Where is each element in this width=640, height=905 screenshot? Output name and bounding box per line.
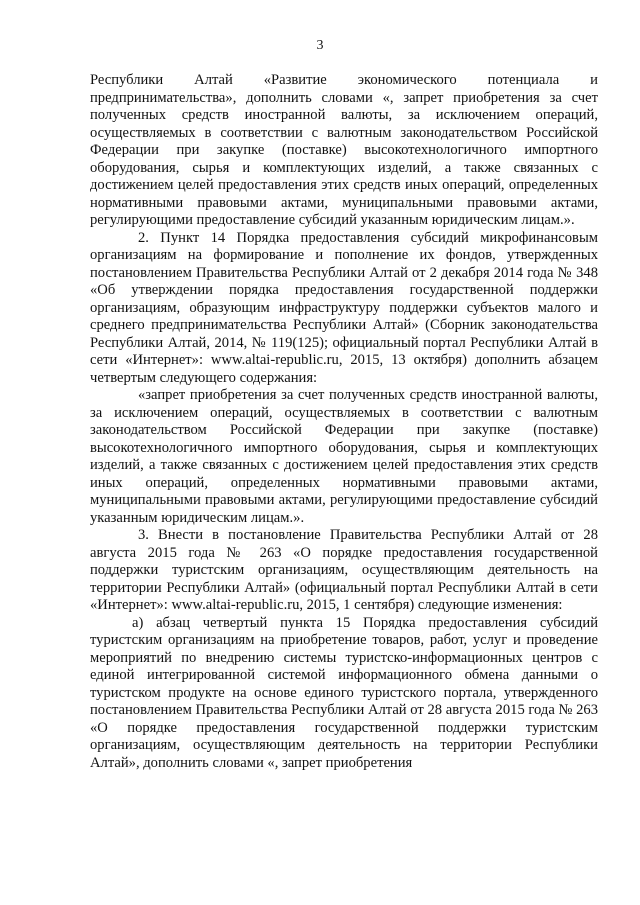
page-number: 3 (316, 38, 324, 53)
document-body (90, 72, 598, 772)
paragraph-item-3: 3. Внести в постановление Правительства Республики Алтай от 28 августа 2015 года № 263 «О порядке предоставления государственной поддержки туристским организациям, осуществляющим деятельность на территории Республики Алтай» (официальный портал Республики Алтай в сети «Интернет»: www.altai-republic.ru, 2015, 1 сентября) следующие изменения: (90, 527, 598, 613)
paragraph-quote: «запрет приобретения за счет полученных средств иностранной валюты, за исключением операций, осуществляемых в соответствии с валютным законодательством Российской Федерации при закупке (поставке) высокотехнологичного импортного оборудования, сырья и комплектующих изделий, а также связанных с достижением целей предоставления этих средств иных операций, определенных нормативными правовыми актами, муниципальными правовыми актами, регулирующими предоставление субсидий указанным юридическим лицам.». (90, 387, 598, 526)
paragraph-item-2: 2. Пункт 14 Порядка предоставления субсидий микрофинансовым организациям на формирование и пополнение их фондов, утвержденных постановлением Правительства Республики Алтай от 2 декабря 2014 года № 348 «Об утверждении порядка предоставления государственной поддержки организациям, образующим инфраструктуру поддержки субъектов малого и среднего предпринимательства Республики Алтай» (Сборник законодательства Республики Алтай, 2014, № 119(125); официальный портал Республики Алтай в сети «Интернет»: www.altai-republic.ru, 2015, 13 октября) дополнить абзацем четвертым следующего содержания: (90, 229, 598, 386)
paragraph-subitem-a: а) абзац четвертый пункта 15 Порядка предоставления субсидий туристским организациям на приобретение товаров, работ, услуг и проведение мероприятий по внедрению системы туристско-информационных центров с единой интегрированной системой информационного обмена данными о туристском продукте на основе единого туристского портала, утвержденного постановлением Правительства Республики Алтай от 28 августа 2015 года № 263 «О порядке предоставления государственной поддержки туристским организациям, осуществляющим деятельность на территории Республики Алтай», дополнить словами «, запрет приобретения (90, 614, 598, 771)
paragraph-continuation: Республики Алтай «Развитие экономического потенциала и предпринимательства», дополнить словами «, запрет приобретения за счет полученных средств иностранной валюты, за исключением операций, осуществляемых в соответствии с валютным законодательством Российской Федерации при закупке (поставке) высокотехнологичного импортного оборудования, сырья и комплектующих изделий, а также связанных с достижением целей предоставления этих средств иных операций, определенных нормативными правовыми актами, муниципальными правовыми актами, регулирующими предоставление субсидий указанным юридическим лицам.». (90, 72, 598, 228)
